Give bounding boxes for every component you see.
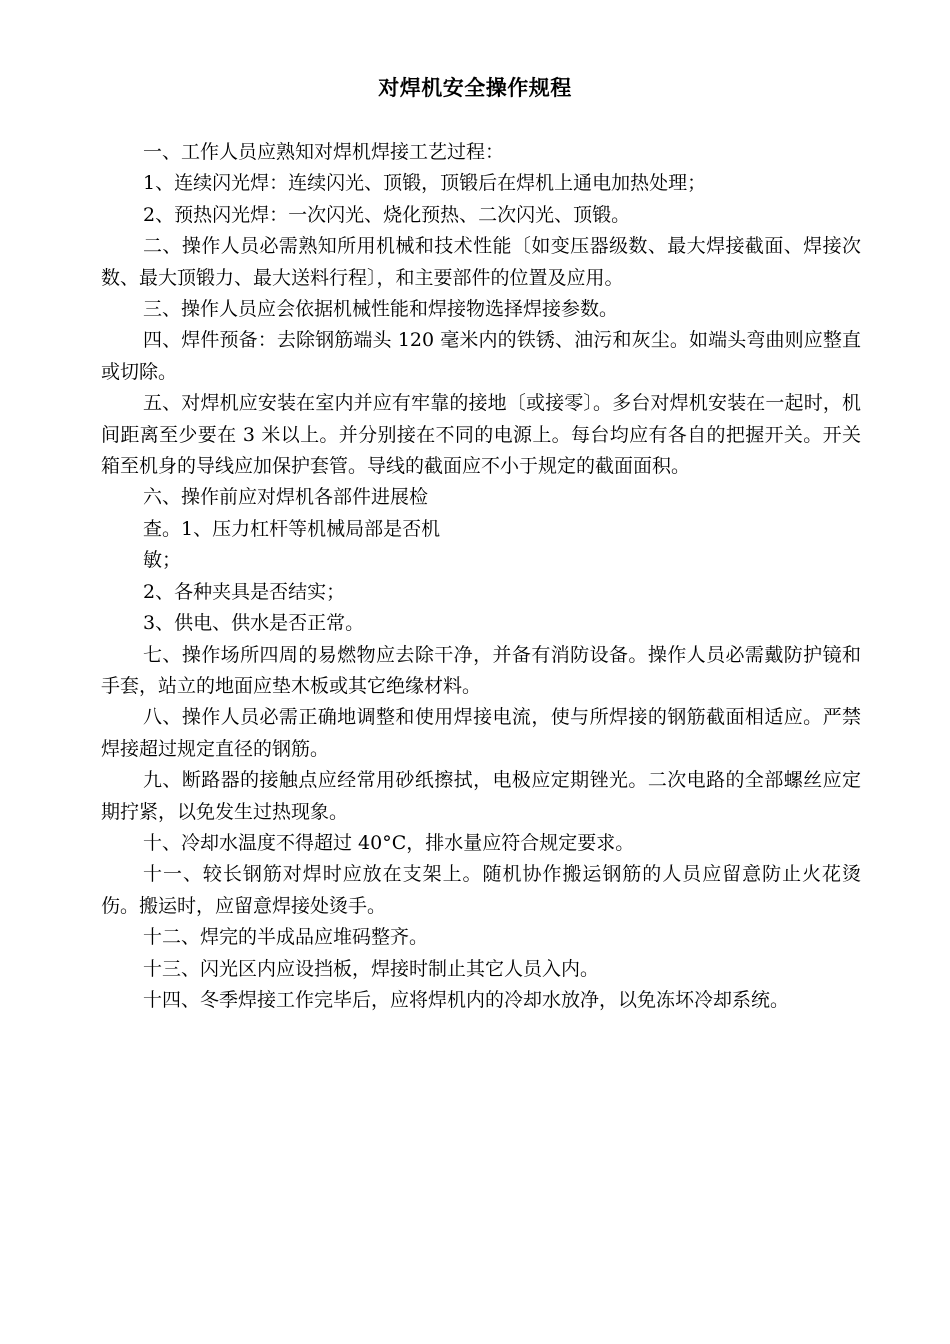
paragraph: 十四、冬季焊接工作完毕后，应将焊机内的冷却水放净，以免冻坏冷却系统。 [143,988,790,1011]
paragraph: 五、对焊机应安装在室内并应有牢靠的接地〔或接零〕。多台对焊机安装在一起时，机间距离至少要在 3 米以上。并分别接在不同的电源上。每台均应有各自的把握开关。开关箱至机身的导线应加保护套管。导线的截面应不小于规定的截面面积。 [101,392,861,478]
paragraph: 二、操作人员必需熟知所用机械和技术性能〔如变压器级数、最大焊接截面、焊接次数、最大顶锻力、最大送料行程〕，和主要部件的位置及应用。 [101,235,861,289]
paragraph: 八、操作人员必需正确地调整和使用焊接电流，使与所焊接的钢筋截面相适应。严禁焊接超过规定直径的钢筋。 [101,706,861,760]
paragraph: 三、操作人员应会依据机械性能和焊接物选择焊接参数。 [143,298,619,321]
paragraph: 七、操作场所四周的易燃物应去除干净，并备有消防设备。操作人员必需戴防护镜和手套，站立的地面应垫木板或其它绝缘材料。 [101,643,861,697]
paragraph: 九、断路器的接触点应经常用砂纸擦拭，电极应定期锉光。二次电路的全部螺丝应定期拧紧，以免发生过热现象。 [101,769,861,823]
paragraph: 1、连续闪光焊：连续闪光、顶锻，顶锻后在焊机上通电加热处理； [143,172,707,195]
paragraph: 一、工作人员应熟知对焊机焊接工艺过程： [143,141,505,163]
document-body [101,137,861,1016]
paragraph: 十二、焊完的半成品应堆码整齐。 [143,926,429,949]
paragraph: 四、焊件预备：去除钢筋端头 120 毫米内的铁锈、油污和灰尘。如端头弯曲则应整直或切除。 [101,329,861,383]
paragraph: 敏； [143,549,182,572]
paragraph: 3、供电、供水是否正常。 [143,612,365,635]
paragraph: 十、冷却水温度不得超过 40°C，排水量应符合规定要求。 [143,831,635,854]
paragraph: 十一、较长钢筋对焊时应放在支架上。随机协作搬运钢筋的人员应留意防止火花烫伤。搬运时，应留意焊接处烫手。 [101,863,861,917]
document-title: 对焊机安全操作规程 [378,76,572,100]
paragraph: 2、预热闪光焊：一次闪光、烧化预热、二次闪光、顶锻。 [143,203,631,226]
paragraph: 十三、闪光区内应设挡板，焊接时制止其它人员入内。 [143,957,600,980]
paragraph: 六、操作前应对焊机各部件进展检 [143,486,429,509]
paragraph: 2、各种夹具是否结实； [143,580,346,603]
paragraph: 查。1、压力杠杆等机械局部是否机 [143,517,441,540]
